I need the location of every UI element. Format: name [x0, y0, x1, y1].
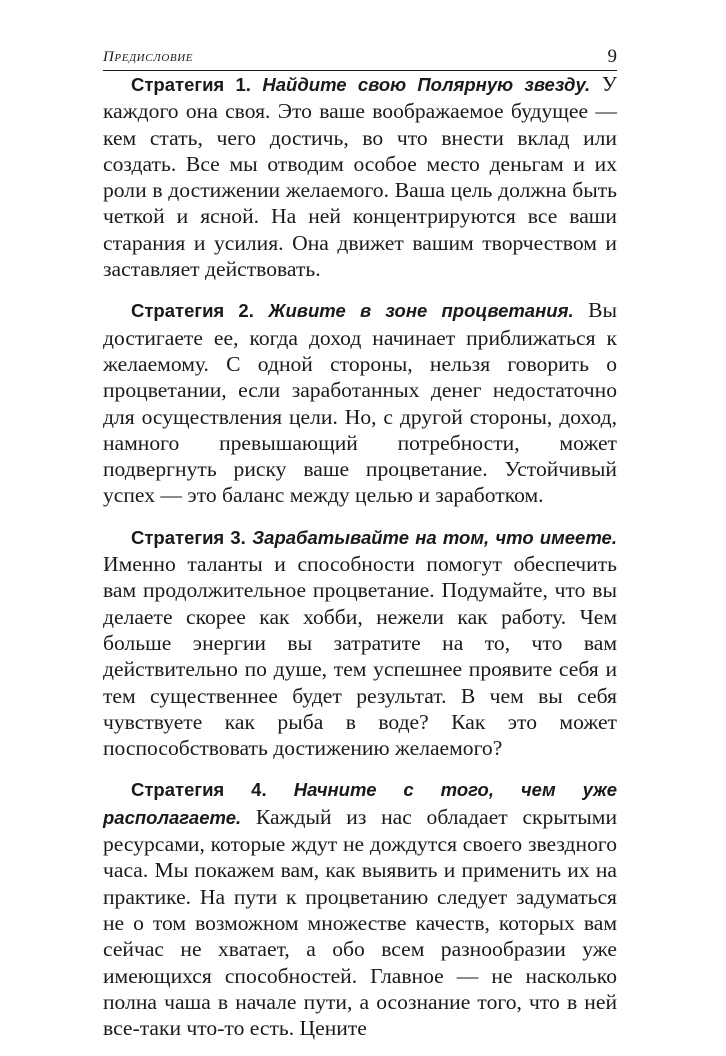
paragraph-strategy-1: [103, 71, 617, 282]
strategy-title: Зарабатывайте на том, что имеете.: [252, 526, 617, 548]
strategy-text: Каждый из нас обладает скрытыми ресурсами, которые ждут не дождутся своего звездного часа. Мы покажем вам, как выявить и применить их на практике. На пути к процветанию следует задуматься не о том возможном множестве качеств, которых вам сейчас не хватает, а обо всем разнообразии уже имеющихся способностей. Главное — не насколько полна чаша в начале пути, а осознание того, что в ней все-таки что-то есть. Цените: [103, 804, 617, 1041]
strategy-text: У каждого она своя. Это ваше воображаемое будущее — кем стать, чего достичь, во что внести вклад или создать. Все мы отводим особое место деньгам и их роли в достижении желаемого. Ваша цель должна быть четкой и ясной. На ней концентрируются все ваши старания и усилия. Она движет вашим творчеством и заставляет действовать.: [103, 72, 617, 282]
strategy-label: Стратегия 2.: [131, 300, 254, 322]
strategy-title: Начните с того, чем уже располагаете.: [103, 779, 617, 828]
page-body: [103, 71, 617, 1056]
strategy-title: Живите в зоне процветания.: [268, 300, 574, 322]
strategy-label: Стратегия 1.: [131, 74, 251, 95]
strategy-label: Стратегия 4.: [131, 779, 267, 801]
paragraph-strategy-3: [103, 524, 617, 762]
page-number: 9: [607, 46, 617, 67]
running-head: [103, 44, 617, 71]
strategy-label: Стратегия 3.: [131, 526, 246, 548]
strategy-text: Вы достигаете ее, когда доход начинает приближаться к желаемому. С одной стороны, нельзя говорить о процветании, если заработанных денег недостаточно для осуществления цели. Но, с другой стороны, доход, намного превышающий потребности, может подвергнуть риску ваше процветание. Устойчивый успех — это баланс между целью и заработком.: [103, 298, 617, 508]
section-title: Предисловие: [103, 49, 194, 65]
strategy-text: Именно таланты и способности помогут обеспечить вам продолжительное процветание. Подумайте, что вы делаете скорее как хобби, нежели как работу. Чем больше энергии вы затратите на то, что вам действительно по душе, тем успешнее проявите себя и тем существеннее будет результат. В чем вы себя чувствуете как рыба в воде? Как это может поспособствовать достижению желаемого?: [103, 552, 617, 761]
paragraph-strategy-4: [103, 776, 617, 1041]
paragraph-strategy-2: [103, 297, 617, 508]
strategy-title: Найдите свою Полярную звезду.: [262, 74, 591, 95]
